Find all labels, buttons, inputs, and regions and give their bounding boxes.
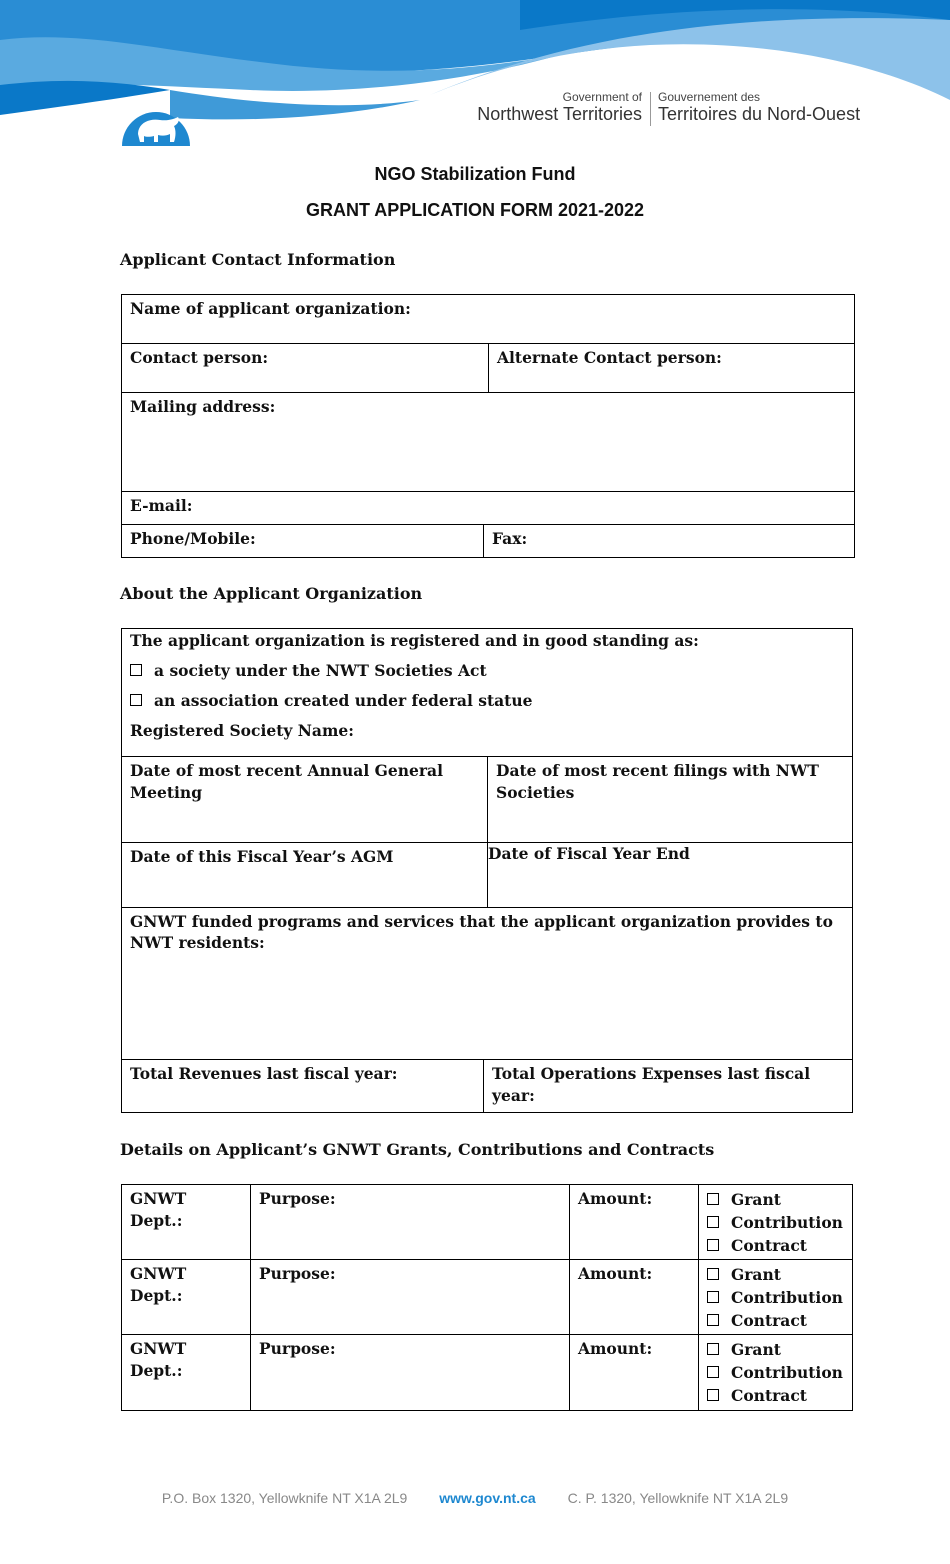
org-name-field[interactable] [121, 294, 855, 344]
row1-option-contribution[interactable] [707, 1211, 844, 1234]
fiscal-agm-field[interactable] [121, 842, 488, 908]
phone-label: Phone/Mobile: [130, 529, 256, 548]
contract-label: Contract [731, 1236, 807, 1255]
email-field[interactable] [121, 491, 855, 525]
form-title: GRANT APPLICATION FORM 2021-2022 [305, 200, 645, 220]
option-society[interactable] [130, 660, 487, 682]
alt-contact-label: Alternate Contact person: [497, 348, 722, 367]
row2-purpose-field[interactable] [250, 1259, 570, 1335]
row1-purpose-field[interactable] [250, 1184, 570, 1260]
amount-label: Amount: [578, 1339, 653, 1358]
recent-filings-label: Date of most recent filings with NWT Societies [496, 761, 819, 802]
contact-person-field[interactable] [121, 343, 489, 393]
purpose-label: Purpose: [259, 1189, 336, 1208]
recent-agm-field[interactable] [121, 756, 488, 843]
contact-person-label: Contact person: [130, 348, 269, 367]
checkbox-icon[interactable] [707, 1239, 719, 1251]
fax-field[interactable] [483, 524, 855, 558]
purpose-label: Purpose: [259, 1264, 336, 1283]
footer-address-en: P.O. Box 1320, Yellowknife NT X1A 2L9 [161, 1490, 408, 1506]
wordmark-divider [650, 92, 651, 126]
option-federal-label: an association created under federal statue [154, 691, 533, 710]
row3-type-options [698, 1334, 853, 1411]
checkbox-icon[interactable] [707, 1193, 719, 1205]
fiscal-agm-label: Date of this Fiscal Year’s AGM [130, 847, 394, 866]
checkbox-society-icon[interactable] [130, 664, 142, 676]
option-federal[interactable] [130, 690, 532, 712]
checkbox-icon[interactable] [707, 1343, 719, 1355]
fund-title: NGO Stabilization Fund [374, 164, 576, 184]
org-name-label: Name of applicant organization: [130, 299, 411, 318]
checkbox-icon[interactable] [707, 1366, 719, 1378]
dept-label: GNWT Dept.: [130, 1264, 187, 1305]
expenses-field[interactable] [483, 1059, 853, 1113]
alt-contact-field[interactable] [488, 343, 855, 393]
section-details-heading: Details on Applicant’s GNWT Grants, Contributions and Contracts [120, 1140, 715, 1159]
row3-dept-field[interactable] [121, 1334, 251, 1411]
amount-label: Amount: [578, 1189, 653, 1208]
checkbox-icon[interactable] [707, 1389, 719, 1401]
email-label: E-mail: [130, 496, 193, 515]
society-name-field[interactable] [130, 720, 354, 742]
row3-purpose-field[interactable] [250, 1334, 570, 1411]
section-contact-heading: Applicant Contact Information [120, 250, 396, 269]
dept-label: GNWT Dept.: [130, 1339, 187, 1380]
amount-label: Amount: [578, 1264, 653, 1283]
row2-option-contract[interactable] [707, 1309, 844, 1332]
gov-fr-big: Territoires du Nord-Ouest [658, 104, 861, 124]
society-name-label: Registered Society Name: [130, 721, 354, 740]
contract-label: Contract [731, 1311, 807, 1330]
contribution-label: Contribution [731, 1213, 843, 1232]
recent-agm-label: Date of most recent Annual General Meeting [130, 761, 443, 802]
fiscal-end-label: Date of Fiscal Year End [488, 844, 690, 863]
row1-amount-field[interactable] [569, 1184, 699, 1260]
contract-label: Contract [731, 1386, 807, 1405]
footer-website-link[interactable]: www.gov.nt.ca [439, 1490, 536, 1506]
programs-label: GNWT funded programs and services that the applicant organization provides to NWT residents: [130, 912, 833, 952]
row2-dept-field[interactable] [121, 1259, 251, 1335]
row3-option-contribution[interactable] [707, 1361, 844, 1384]
dept-label: GNWT Dept.: [130, 1189, 187, 1230]
section-about-heading: About the Applicant Organization [120, 584, 423, 603]
grant-label: Grant [731, 1265, 781, 1284]
checkbox-icon[interactable] [707, 1216, 719, 1228]
expenses-label: Total Operations Expenses last fiscal year: [492, 1064, 811, 1105]
row3-option-grant[interactable] [707, 1338, 844, 1361]
gov-en-big: Northwest Territories [477, 104, 642, 124]
row3-option-contract[interactable] [707, 1384, 844, 1407]
revenues-field[interactable] [121, 1059, 484, 1113]
row2-type-options [698, 1259, 853, 1335]
checkbox-federal-icon[interactable] [130, 694, 142, 706]
gov-wordmark-en [477, 90, 642, 124]
option-society-label: a society under the NWT Societies Act [154, 661, 487, 680]
row1-dept-field[interactable] [121, 1184, 251, 1260]
row3-amount-field[interactable] [569, 1334, 699, 1411]
recent-filings-field[interactable] [487, 756, 853, 843]
mailing-address-label: Mailing address: [130, 397, 276, 416]
revenues-label: Total Revenues last fiscal year: [130, 1064, 398, 1083]
nwt-polar-bear-logo-icon [120, 90, 192, 148]
gov-fr-small: Gouvernement des [658, 90, 761, 104]
checkbox-icon[interactable] [707, 1268, 719, 1280]
row1-type-options [698, 1184, 853, 1260]
footer-address-fr: C. P. 1320, Yellowknife NT X1A 2L9 [567, 1490, 789, 1506]
gov-en-small: Government of [562, 90, 642, 104]
fax-label: Fax: [492, 529, 528, 548]
grant-label: Grant [731, 1190, 781, 1209]
checkbox-icon[interactable] [707, 1291, 719, 1303]
programs-field[interactable] [121, 907, 853, 1060]
contribution-label: Contribution [731, 1363, 843, 1382]
registered-statement: The applicant organization is registered and in good standing as: [130, 631, 699, 650]
row2-amount-field[interactable] [569, 1259, 699, 1335]
row1-option-contract[interactable] [707, 1234, 844, 1257]
footer [0, 1490, 950, 1506]
row2-option-contribution[interactable] [707, 1286, 844, 1309]
contribution-label: Contribution [731, 1288, 843, 1307]
gov-wordmark-fr [658, 90, 860, 124]
grant-label: Grant [731, 1340, 781, 1359]
fiscal-end-field[interactable] [487, 842, 853, 908]
phone-field[interactable] [121, 524, 484, 558]
checkbox-icon[interactable] [707, 1314, 719, 1326]
mailing-address-field[interactable] [121, 392, 855, 492]
row2-option-grant[interactable] [707, 1263, 844, 1286]
purpose-label: Purpose: [259, 1339, 336, 1358]
row1-option-grant[interactable] [707, 1188, 844, 1211]
